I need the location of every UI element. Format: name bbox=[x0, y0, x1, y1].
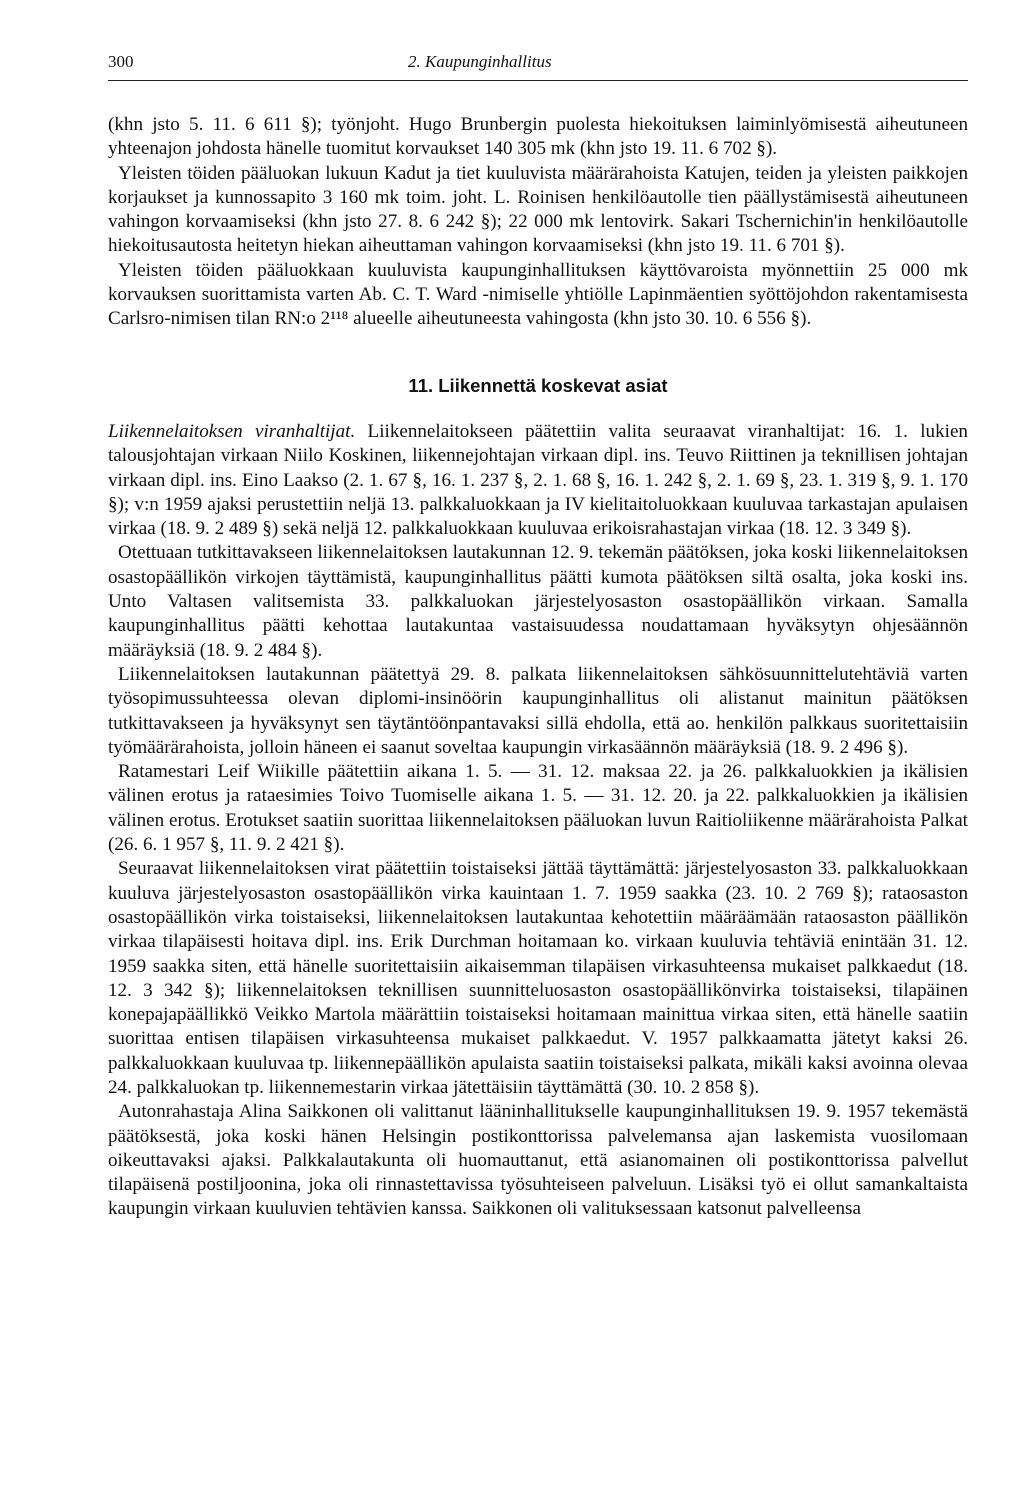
paragraph: (khn jsto 5. 11. 6 611 §); työnjoht. Hugo Brunbergin puolesta hiekoituksen laiminlyömisestä aiheutuneen yhteenajon johdosta hänelle tuomitut korvaukset 140 305 mk (khn jsto 19. 11. 6 702 §). bbox=[108, 114, 968, 160]
paragraph: Autonrahastaja Alina Saikkonen oli valittanut lääninhallitukselle kaupunginhallituksen 19. 9. 1957 tekemästä päätöksestä, joka koski hänen Helsingin postikonttorissa palvelemansa ajan laskemista vuosilomaan oikeuttavaksi ajaksi. Palkkalautakunta oli huomauttanut, että asianomainen oli postikonttorissa palvellut tilapäisenä postiljoonina, joka oli rinnastettavissa työsuhteiseen palveluun. Lisäksi työ ei ollut samankaltaista kaupungin virkaan kuuluvien tehtävien kanssa. Saikkonen oli valituksessaan katsonut palvelleensa bbox=[108, 1101, 968, 1220]
paragraph: Otettuaan tutkittavakseen liikennelaitoksen lautakunnan 12. 9. tekemän päätöksen, joka koski liikennelaitoksen osastopäällikön virkojen täyttämistä, kaupunginhallitus päätti kumota päätöksen siltä osalta, joka koski ins. Unto Valtasen valitsemista 33. palkkaluokan järjestelyosaston osastopäällikön virkaan. Samalla kaupunginhallitus päätti kehottaa lautakuntaa vastaisuudessa noudattamaan hyväksytyn ohjesäännön määräyksiä (18. 9. 2 484 §). bbox=[108, 542, 968, 661]
page-header bbox=[108, 52, 968, 81]
paragraph-lead: Liikennelaitoksen viranhaltijat. bbox=[108, 420, 356, 442]
paragraph: Seuraavat liikennelaitoksen virat päätettiin toistaiseksi jättää täyttämättä: järjestelyosaston 33. palkkaluokkaan kuuluva järjestelyosaston osastopäällikön virka kauintaan 1. 7. 1959 saakka (23. 10. 2 769 §); rataosaston osastopäällikön virka toistaiseksi, liikennelaitoksen lautakuntaa kehotettiin määräämään rataosaston päällikön virkaa tilapäisesti hoitava dipl. ins. Erik Durchman hoitamaan ko. virkaan kuuluvia tehtäviä enintään 31. 12. 1959 saakka siten, että hänelle suoritettaisiin aikaisemman tilapäisen virkasuhteensa mukaiset palkkaedut (18. 12. 3 342 §); liikennelaitoksen teknillisen suunnitteluosaston osastopäällikönvirka toistaiseksi, tilapäinen konepajapäällikkö Veikko Martola määrättiin toistaiseksi hoitamaan mainittua virkaa siten, että hänelle saatiin suorittaa entisen tilapäisen virkasuhteensa mukaiset palkkaedut. V. 1957 palkkaamatta jätetyt kaksi 26. palkkaluokkaan kuuluvaa tp. liikennepäällikön apulaista saatiin toistaiseksi palkata, mikäli kaksi avoinna olevaa 24. palkkaluokan tp. liikennemestarin virkaa jätettäisiin täyttämättä (30. 10. 2 858 §). bbox=[108, 858, 968, 1098]
running-title: 2. Kaupunginhallitus bbox=[408, 52, 552, 71]
paragraph-text: Liikennelaitokseen päätettiin valita seuraavat viranhaltijat: 16. 1. lukien talousjohtajan virkaan Niilo Koskinen, liikennejohtajan virkaan dipl. ins. Teuvo Riittinen ja teknillisen johtajan virkaan dipl. ins. Eino Laakso (2. 1. 67 §, 16. 1. 237 §, 2. 1. 68 §, 16. 1. 242 §, 2. 1. 69 §, 23. 1. 319 §, 9. 1. 170 §); v:n 1959 ajaksi perustettiin neljä 13. palkkaluokkaan ja IV kielitaitoluokkaan kuuluvaa tarkastajan apulaisen virkaa (18. 9. 2 489 §) sekä neljä 12. palkkaluokkaan kuuluvaa erikoisrahastajan virkaa (18. 12. 3 349 §). bbox=[108, 420, 968, 540]
section-heading: 11. Liikennettä koskevat asiat bbox=[408, 374, 668, 396]
page-number: 300 bbox=[108, 52, 134, 71]
document-page bbox=[108, 52, 968, 1222]
paragraph: Yleisten töiden pääluokan lukuun Kadut ja tiet kuuluvista määrärahoista Katujen, teiden ja yleisten paikkojen korjaukset ja kunnossapito 3 160 mk toim. joht. L. Roinisen henkilöautolle tien päällystämisestä aiheutuneen vahingon korvaamiseksi (khn jsto 27. 8. 6 242 §); 22 000 mk lentovirk. Sakari Tschernichin'in henkilöautolle hiekoitusautosta heitetyn hiekan aiheuttaman vahingon korvaamiseksi (khn jsto 19. 11. 6 701 §). bbox=[108, 162, 968, 257]
section-intro-paragraph bbox=[108, 420, 968, 541]
paragraph: Liikennelaitoksen lautakunnan päätettyä 29. 8. palkata liikennelaitoksen sähkösuunnittelutehtäviä varten työsopimussuhteessa olevan diplomi-insinöörin kaupunginhallitus oli alistanut mainitun päätöksen tutkittavakseen ja hyväksynyt sen täytäntöönpantavaksi sillä ehdolla, että ao. henkilön palkkaus suoritettaisiin työmäärärahoista, jolloin häneen ei saanut soveltaa kaupungin virkasäännön määräyksiä (18. 9. 2 496 §). bbox=[108, 663, 968, 758]
paragraph: Ratamestari Leif Wiikille päätettiin aikana 1. 5. — 31. 12. maksaa 22. ja 26. palkkaluokkien ja ikälisien välinen erotus ja rataesimies Toivo Tuomiselle aikana 1. 5. — 31. 12. 20. ja 22. palkkaluokkien ja ikälisien välinen erotus. Erotukset saatiin suorittaa liikennelaitoksen pääluokan luvun Raitioliikenne määrärahoista Palkat (26. 6. 1 957 §, 11. 9. 2 421 §). bbox=[108, 761, 968, 856]
document-body bbox=[108, 113, 968, 1222]
paragraph: Yleisten töiden pääluokkaan kuuluvista kaupunginhallituksen käyttövaroista myönnettiin 25 000 mk korvauksen suorittamista varten Ab. C. T. Ward -nimiselle yhtiölle Lapinmäentien syöttöjohdon rakentamisesta Carlsro-nimisen tilan RN:o 2¹¹⁸ alueelle aiheutuneesta vahingosta (khn jsto 30. 10. 6 556 §). bbox=[108, 259, 968, 330]
